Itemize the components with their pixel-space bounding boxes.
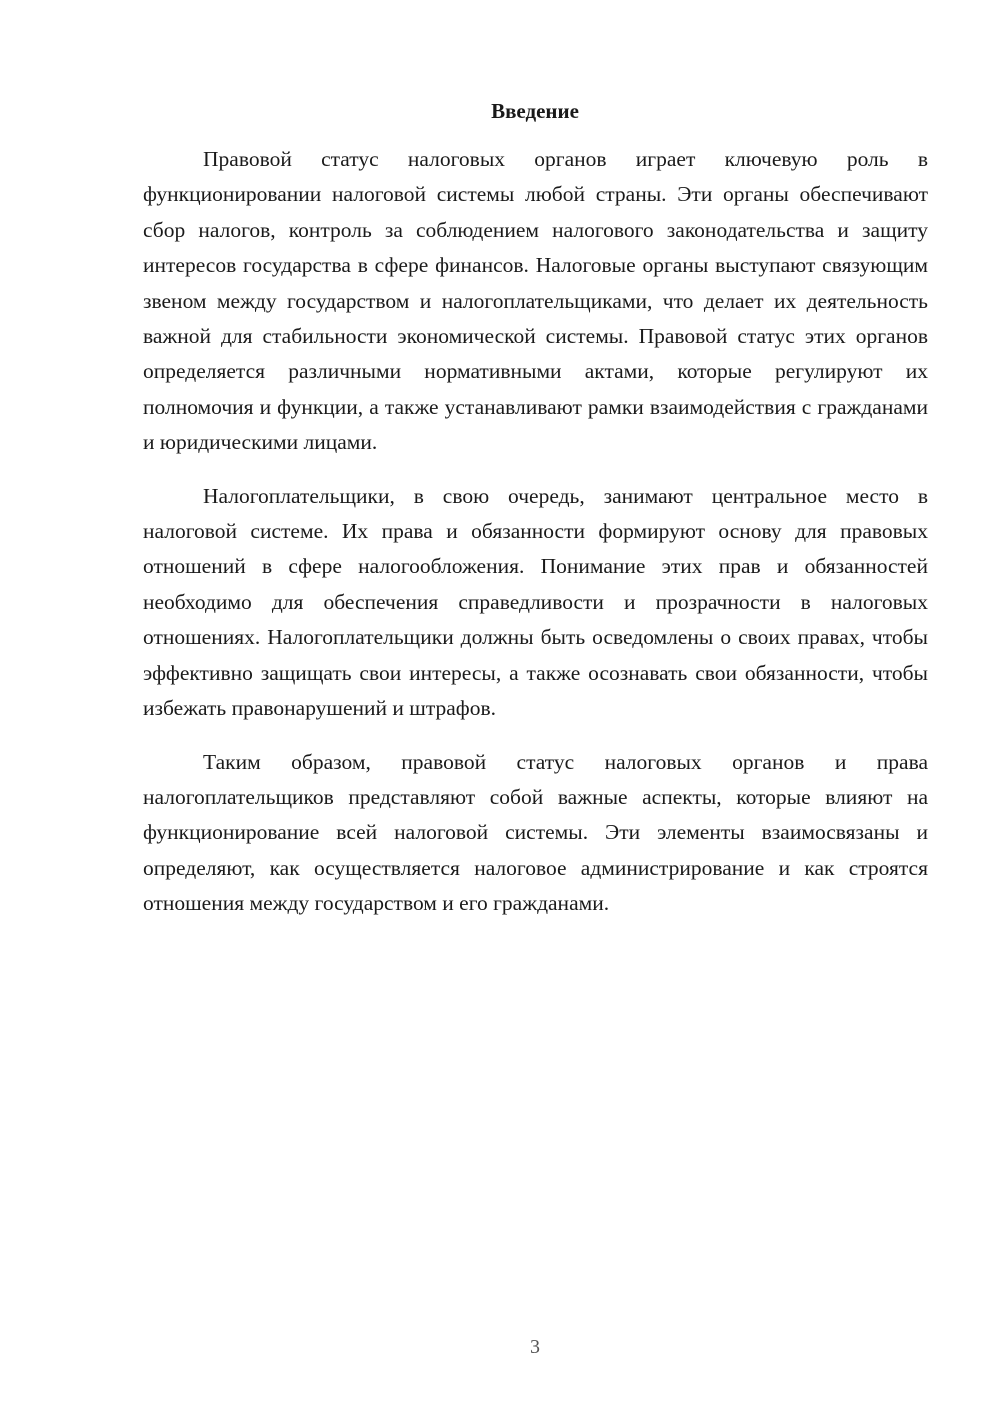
- paragraph-3: Таким образом, правовой статус налоговых органов и права налогоплательщиков представляют собой важные аспекты, которые влияют на функционирование всей налоговой системы. Эти элементы взаимосвязаны и определяют, как осуществляется налоговое администрирование и как строятся отношения между государством и его гражданами.: [143, 749, 928, 916]
- document-body: [143, 142, 928, 922]
- paragraph-2: Налогоплательщики, в свою очередь, занимают центральное место в налоговой системе. Их права и обязанности формируют основу для правовых отношений в сфере налогообложения. Понимание этих прав и обязанностей необходимо для обеспечения справедливости и прозрачности в налоговых отношениях. Налогоплательщики должны быть осведомлены о своих правах, чтобы эффективно защищать свои интересы, а также осознавать свои обязанности, чтобы избежать правонарушений и штрафов.: [143, 483, 928, 721]
- page-number: 3: [530, 1336, 540, 1358]
- section-title: Введение: [491, 99, 579, 123]
- paragraph-1: Правовой статус налоговых органов играет ключевую роль в функционировании налоговой системы любой страны. Эти органы обеспечивают сбор налогов, контроль за соблюдением налогового законодательства и защиту интересов государства в сфере финансов. Налоговые органы выступают связующим звеном между государством и налогоплательщиками, что делает их деятельность важной для стабильности экономической системы. Правовой статус этих органов определяется различными нормативными актами, которые регулируют их полномочия и функции, а также устанавливают рамки взаимодействия с гражданами и юридическими лицами.: [143, 147, 928, 455]
